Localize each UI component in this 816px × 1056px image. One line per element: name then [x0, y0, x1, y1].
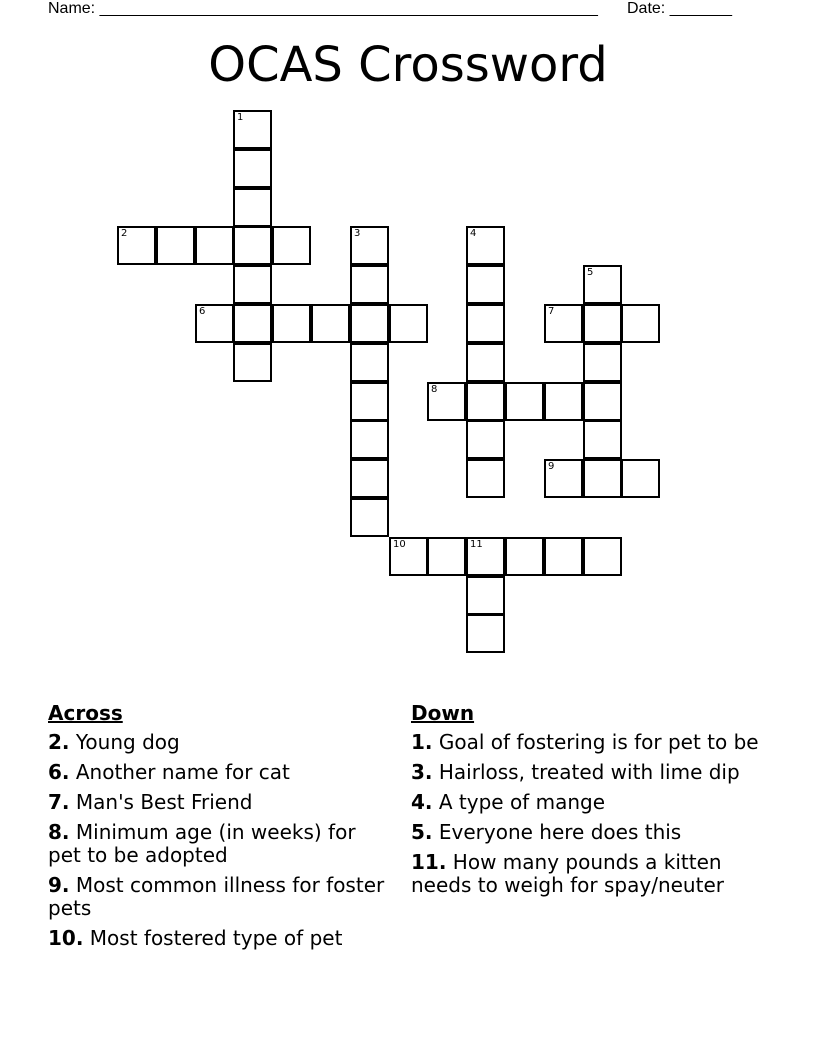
grid-cell[interactable] — [427, 537, 466, 576]
clue-across-7 — [48, 791, 388, 814]
cell-number: 2 — [121, 228, 128, 239]
grid-cell[interactable] — [583, 382, 622, 421]
grid-cell[interactable] — [505, 537, 544, 576]
grid-cell[interactable] — [117, 226, 156, 265]
clue-text: Hairloss, treated with lime dip — [438, 760, 740, 784]
cell-number: 3 — [354, 228, 361, 239]
grid-cell[interactable] — [195, 304, 234, 343]
cell-number: 8 — [431, 384, 438, 395]
grid-cell[interactable] — [466, 304, 505, 343]
clue-number: 6. — [48, 760, 70, 784]
clue-text: Goal of fostering is for pet to be — [438, 730, 759, 754]
grid-cell[interactable] — [583, 420, 622, 459]
grid-cell[interactable] — [583, 265, 622, 304]
cell-number: 4 — [470, 228, 477, 239]
grid-cell[interactable] — [466, 537, 505, 576]
grid-cell[interactable] — [350, 420, 389, 459]
down-clues — [411, 702, 766, 904]
clue-number: 7. — [48, 790, 70, 814]
grid-cell[interactable] — [350, 382, 389, 421]
grid-cell[interactable] — [233, 343, 272, 382]
grid-cell[interactable] — [505, 382, 544, 421]
page-title: OCAS Crossword — [208, 37, 608, 93]
grid-cell[interactable] — [233, 304, 272, 343]
grid-cell[interactable] — [583, 304, 622, 343]
down-heading: Down — [411, 701, 475, 725]
grid-cell[interactable] — [544, 459, 583, 498]
clue-text: Most common illness for foster pets — [48, 873, 385, 920]
cell-number: 10 — [393, 539, 406, 550]
clue-down-1 — [411, 731, 766, 754]
clue-number: 1. — [411, 730, 433, 754]
clue-text: Most fostered type of pet — [89, 926, 343, 950]
grid-cell[interactable] — [350, 459, 389, 498]
grid-cell[interactable] — [466, 382, 505, 421]
grid-cell[interactable] — [272, 226, 311, 265]
grid-cell[interactable] — [466, 614, 505, 653]
grid-cell[interactable] — [466, 265, 505, 304]
clue-number: 10. — [48, 926, 84, 950]
grid-cell[interactable] — [583, 459, 622, 498]
grid-cell[interactable] — [466, 343, 505, 382]
clue-text: Man's Best Friend — [75, 790, 253, 814]
cell-number: 9 — [548, 461, 555, 472]
cell-number: 6 — [199, 306, 206, 317]
date-field-label: Date: _______ — [627, 0, 732, 17]
grid-cell[interactable] — [233, 110, 272, 149]
grid-cell[interactable] — [233, 149, 272, 188]
clue-down-11 — [411, 851, 766, 897]
clue-text: How many pounds a kitten needs to weigh for spay/neuter — [411, 850, 724, 897]
grid-cell[interactable] — [156, 226, 195, 265]
clue-across-8 — [48, 821, 388, 867]
clue-number: 11. — [411, 850, 447, 874]
grid-cell[interactable] — [233, 188, 272, 227]
grid-cell[interactable] — [389, 304, 428, 343]
clue-number: 9. — [48, 873, 70, 897]
clue-text: Another name for cat — [75, 760, 290, 784]
clue-text: Everyone here does this — [438, 820, 682, 844]
clue-down-5 — [411, 821, 766, 844]
clue-number: 5. — [411, 820, 433, 844]
cell-number: 11 — [470, 539, 483, 550]
grid-cell[interactable] — [272, 304, 311, 343]
grid-cell[interactable] — [350, 343, 389, 382]
grid-cell[interactable] — [544, 537, 583, 576]
grid-cell[interactable] — [350, 226, 389, 265]
clue-down-4 — [411, 791, 766, 814]
clue-across-2 — [48, 731, 388, 754]
clue-text: Young dog — [75, 730, 180, 754]
clue-text: Minimum age (in weeks) for pet to be adopted — [48, 820, 356, 867]
grid-cell[interactable] — [350, 498, 389, 537]
grid-cell[interactable] — [233, 265, 272, 304]
clue-number: 8. — [48, 820, 70, 844]
clue-number: 3. — [411, 760, 433, 784]
grid-cell[interactable] — [621, 304, 660, 343]
clue-number: 4. — [411, 790, 433, 814]
grid-cell[interactable] — [350, 304, 389, 343]
grid-cell[interactable] — [466, 226, 505, 265]
clue-across-10 — [48, 927, 388, 950]
grid-cell[interactable] — [466, 420, 505, 459]
grid-cell[interactable] — [544, 304, 583, 343]
grid-cell[interactable] — [583, 343, 622, 382]
grid-cell[interactable] — [466, 576, 505, 615]
clue-text: A type of mange — [438, 790, 605, 814]
grid-cell[interactable] — [195, 226, 234, 265]
name-field-label: Name: ________________________________________________________ — [48, 0, 598, 17]
across-clues — [48, 702, 388, 957]
grid-cell[interactable] — [311, 304, 350, 343]
clue-across-6 — [48, 761, 388, 784]
grid-cell[interactable] — [427, 382, 466, 421]
cell-number: 1 — [237, 112, 244, 123]
clue-down-3 — [411, 761, 766, 784]
grid-cell[interactable] — [350, 265, 389, 304]
clue-across-9 — [48, 874, 388, 920]
cell-number: 5 — [587, 267, 594, 278]
grid-cell[interactable] — [621, 459, 660, 498]
grid-cell[interactable] — [389, 537, 428, 576]
across-heading: Across — [48, 701, 123, 725]
cell-number: 7 — [548, 306, 555, 317]
clue-number: 2. — [48, 730, 70, 754]
grid-cell[interactable] — [583, 537, 622, 576]
grid-cell[interactable] — [466, 459, 505, 498]
grid-cell[interactable] — [233, 226, 272, 265]
grid-cell[interactable] — [544, 382, 583, 421]
